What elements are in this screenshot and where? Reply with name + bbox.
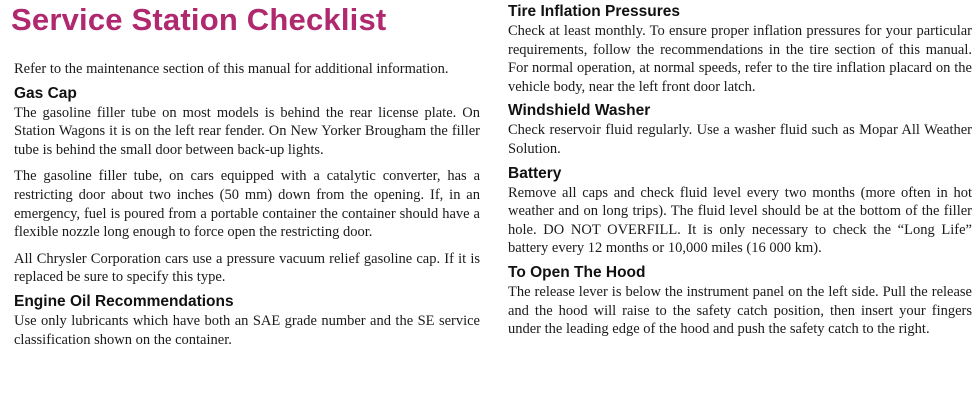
battery-heading: Battery bbox=[508, 164, 562, 182]
page-title: Service Station Checklist bbox=[11, 2, 387, 37]
tire-inflation-heading: Tire Inflation Pressures bbox=[508, 3, 680, 20]
engine-oil-paragraph: Use only lubricants which have both an SAE grade number and the SE service classification shown on the container. bbox=[14, 312, 480, 348]
windshield-washer-heading: Windshield Washer bbox=[508, 102, 651, 120]
intro-paragraph: Refer to the maintenance section of this manual for additional information. bbox=[14, 61, 449, 77]
engine-oil-heading: Engine Oil Recommendations bbox=[14, 292, 234, 310]
right-column bbox=[508, 0, 972, 339]
gas-cap-paragraph-2: The gasoline filler tube, on cars equipped with a catalytic converter, has a restricting door about two inches (50 mm) down from the opening. If, in an emergency, fuel is poured from a portable container the container should have a flexible nozzle long enough to force open the restricting door. bbox=[14, 168, 480, 241]
gas-cap-paragraph-3: All Chrysler Corporation cars use a pressure vacuum relief gasoline cap. If it is replaced be sure to specify this type. bbox=[14, 250, 480, 286]
open-hood-paragraph: The release lever is below the instrument panel on the left side. Pull the release and the hood will raise to the safety catch position, then insert your fingers under the leading edge of the hood and push the safety catch to the right. bbox=[508, 283, 972, 338]
windshield-washer-paragraph: Check reservoir fluid regularly. Use a washer fluid such as Mopar All Weather Solution. bbox=[508, 122, 972, 157]
battery-paragraph: Remove all caps and check fluid level every two months (more often in hot weather and on long trips). The fluid level should be at the bottom of the filler hole. DO NOT OVERFILL. It is only necessary to check the “Long Life” battery every 12 months or 10,000 miles (16 000 km). bbox=[508, 184, 972, 257]
gas-cap-heading: Gas Cap bbox=[14, 84, 77, 102]
open-hood-heading: To Open The Hood bbox=[508, 263, 646, 281]
gas-cap-paragraph-1: The gasoline filler tube on most models is behind the rear license plate. On Station Wagons it is on the left rear fender. On New Yorker Brougham the filler tube is behind the small door between back-up lights. bbox=[14, 104, 480, 158]
tire-inflation-paragraph: Check at least monthly. To ensure proper inflation pressures for your particular requirements, follow the recommendations in the tire section of this manual. For normal operation, at normal speeds, refer to the tire inflation placard on the vehicle body, near the left front door latch. bbox=[508, 23, 972, 95]
left-column bbox=[11, 0, 480, 349]
